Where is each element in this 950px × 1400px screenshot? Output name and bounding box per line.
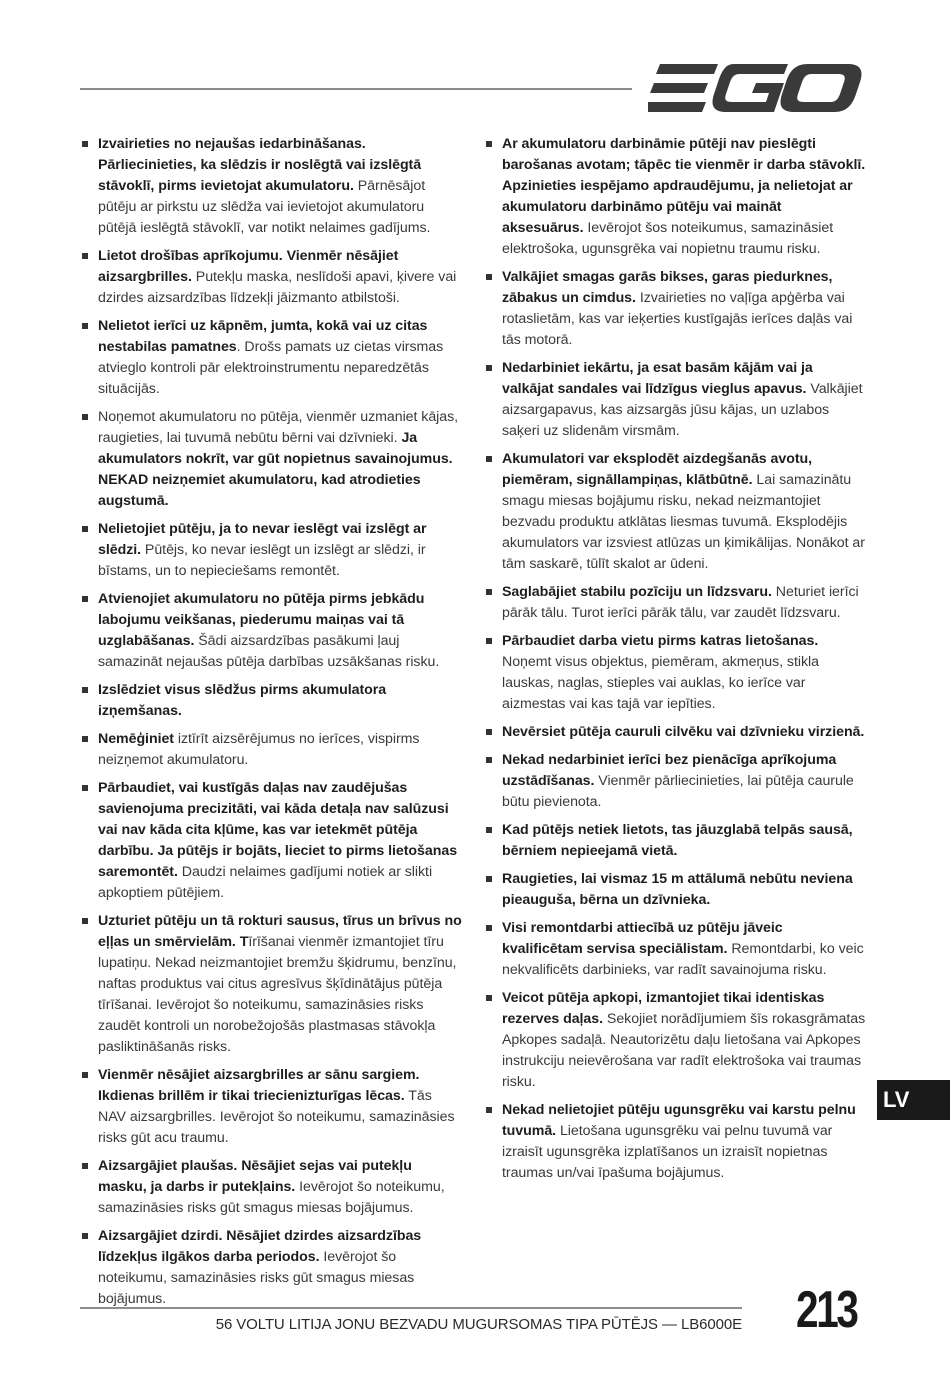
bullet-bold-text: Ar akumulatoru darbināmie pūtēji nav pieslēgti barošanas avotam; tāpēc tie vienmēr ir darba stāvoklī. Apzinieties iespējamo apdraudējumu, ja nelietojat ar akumulatoru darbināmo pūtēju vai maināt aksesuārus. (502, 136, 866, 236)
bullet-square-icon (486, 876, 492, 882)
safety-bullet-item (80, 778, 462, 904)
right-column (484, 134, 866, 1191)
bullet-bold-text: Nedarbiniet iekārtu, ja esat basām kājām vai ja valkājat sandales vai līdzīgus vieglus apavus. (502, 360, 813, 397)
bullet-square-icon (82, 785, 88, 791)
safety-bullet-item (80, 316, 462, 400)
safety-bullet-item (80, 246, 462, 309)
bullet-square-icon (486, 995, 492, 1001)
bullet-body-text: īrīšanai vienmēr izmantojiet tīru lupatiņu. Nekad neizmantojiet bremžu šķidrumu, benzīnu, naftas produktus vai citus agresīvus šķīdinātājus pūtēja tīrīšanai. Ievērojot šo noteikumu, samazināsies risks zaudēt kontroli un norobežojošās plastmasas stāvokļa pasliktināšanās risks. (98, 934, 457, 1055)
bullet-bold-text: Nekad nelietojiet pūtēju ugunsgrēku vai karstu pelnu tuvumā. (502, 1102, 856, 1139)
bullet-bold-text: Nelietot ierīci uz kāpnēm, jumta, kokā vai uz citas nestabilas pamatnes (98, 318, 428, 355)
safety-bullet-item (80, 1226, 462, 1310)
bullet-square-icon (486, 456, 492, 462)
safety-bullet-item (484, 134, 866, 260)
safety-bullet-item (484, 988, 866, 1093)
safety-bullet-item (484, 267, 866, 351)
bullet-body-text: Vienmēr pārliecinieties, lai pūtēja caurule būtu pievienota. (502, 773, 854, 810)
bullet-bold-text: Raugieties, lai vismaz 15 m attālumā nebūtu neviena pieauguša, bērna un dzīvnieka. (502, 871, 853, 908)
bullet-body-text: Tās NAV aizsargbrilles. Ievērojot šo noteikumu, samazināsies risks gūt acu traumu. (98, 1088, 455, 1146)
bullet-square-icon (486, 638, 492, 644)
bullet-body-text: Valkājiet aizsargapavus, kas aizsargās jūsu kājas, un uzlabos saķeri uz slidenām virsmām. (502, 381, 863, 439)
bullet-square-icon (82, 596, 88, 602)
bullet-body-text: iztīrīt aizsērējumus no ierīces, vispirms neizņemot akumulatoru. (98, 731, 420, 768)
bullet-body-text: Izvairieties no vaļīga apģērba vai rotaslietām, kas var ieķerties kustīgajās ierīces daļās vai tās motorā. (502, 290, 853, 348)
bullet-bold-text: Aizsargājiet dzirdi. Nēsājiet dzirdes aizsardzības līdzekļus ilgākos darba periodos. (98, 1228, 422, 1265)
bullet-square-icon (486, 1107, 492, 1113)
bullet-bold-text: Uzturiet pūtēju un tā rokturi sausus, tīrus un brīvus no eļļas un smērvielām. T (98, 913, 462, 950)
bullet-square-icon (486, 827, 492, 833)
bullet-body-text: Pūtējs, ko nevar ieslēgt un izslēgt ar slēdzi, ir bīstams, un to nepieciešams remontēt. (98, 542, 426, 579)
bullet-bold-text: Izslēdziet visus slēdžus pirms akumulatora izņemšanas. (98, 682, 387, 719)
safety-bullet-item (484, 869, 866, 911)
bullet-square-icon (82, 141, 88, 147)
bullet-bold-text: Saglabājiet stabilu pozīciju un līdzsvaru. (502, 584, 772, 600)
bullet-bold-text: Vienmēr nēsājiet aizsargbrilles ar sānu sargiem. Ikdienas brillēm ir tikai triecienizturīgas lēcas. (98, 1067, 420, 1104)
bullet-square-icon (486, 141, 492, 147)
bullet-body-text: Pārnēsājot pūtēju ar pirkstu uz slēdža vai ievietojot akumulatoru pūtējā ieslēgtā stāvoklī, var notikt nelaimes gadījums. (98, 178, 431, 236)
bullet-bold-text: Nevērsiet pūtēja cauruli cilvēku vai dzīvnieku virzienā. (502, 724, 865, 740)
page-number: 213 (796, 1281, 857, 1339)
safety-bullet-item (484, 918, 866, 981)
safety-bullet-item (484, 820, 866, 862)
ego-logo (648, 62, 862, 114)
bullet-body-text: Remontdarbi, ko veic nekvalificēts darbinieks, var radīt savainojuma risku. (502, 941, 864, 978)
safety-bullet-item (484, 631, 866, 715)
bullet-bold-text: Pārbaudiet, vai kustīgās daļas nav zaudējušas savienojuma precizitāti, vai kāda detaļa nav salūzusi vai nav kāda cita kļūme, kas var ietekmēt pūtēja darbību. Ja pūtējs ir bojāts, lieciet to pirms lietošanas saremontēt. (98, 780, 458, 880)
bullet-square-icon (82, 687, 88, 693)
safety-bullet-item (484, 750, 866, 813)
bullet-square-icon (486, 925, 492, 931)
bullet-body-text: Šādi aizsardzības pasākumi ļauj samazināt nejaušas pūtēja darbības uzsākšanas risku. (98, 633, 440, 670)
bullet-bold-text: Nekad nedarbiniet ierīci bez pienācīga aprīkojuma uzstādīšanas. (502, 752, 837, 789)
bullet-body-text: Lai samazinātu smagu miesas bojājumu risku, nekad neizmantojiet bezvadu produktu atklātas liesmas tuvumā. Eksplodējis akumulators var izsviest atlūzas un ķimikālijas. Nonākot ar tām saskarē, tūlīt skalot ar ūdeni. (502, 472, 865, 572)
header-rule (80, 88, 632, 90)
bullet-square-icon (486, 757, 492, 763)
bullet-square-icon (82, 526, 88, 532)
bullet-square-icon (82, 414, 88, 420)
bullet-bold-text: Izvairieties no nejaušas iedarbināšanas. Pārliecinieties, ka slēdzis ir noslēgtā vai izslēgtā stāvoklī, pirms ievietojat akumulatoru. (98, 136, 422, 194)
bullet-bold-text: Valkājiet smagas garās bikses, garas piedurknes, zābakus un cimdus. (502, 269, 833, 306)
language-tab: LV (877, 1080, 950, 1120)
safety-bullet-item (80, 911, 462, 1058)
footer-rule (80, 1307, 742, 1309)
bullet-body-text: . Drošs pamats uz cietas virsmas atvieglo kontroli pār elektroinstrumentu neparedzētās situācijās. (98, 339, 444, 397)
left-column (80, 134, 462, 1317)
safety-bullet-item (80, 1065, 462, 1149)
safety-bullet-item (80, 729, 462, 771)
bullet-body-text: Noņemot akumulatoru no pūtēja, vienmēr uzmaniet kājas, raugieties, lai tuvumā nebūtu bērni vai dzīvnieki. (98, 409, 459, 446)
bullet-bold-text: Veicot pūtēja apkopi, izmantojiet tikai identiskas rezerves daļas. (502, 990, 825, 1027)
bullet-bold-text: Lietot drošības aprīkojumu. Vienmēr nēsājiet aizsargbrilles. (98, 248, 399, 285)
bullet-body-text: Ievērojot šos noteikumus, samazināsiet elektrošoka, ugunsgrēka vai nopietnu traumu risku. (502, 220, 834, 257)
bullet-square-icon (82, 323, 88, 329)
bullet-bold-text: Nelietojiet pūtēju, ja to nevar ieslēgt vai izslēgt ar slēdzi. (98, 521, 427, 558)
bullet-square-icon (82, 253, 88, 259)
bullet-square-icon (486, 589, 492, 595)
safety-bullet-item (484, 722, 866, 743)
bullet-square-icon (82, 918, 88, 924)
bullet-square-icon (82, 1233, 88, 1239)
safety-bullet-item (484, 1100, 866, 1184)
safety-bullet-item (80, 680, 462, 722)
bullet-square-icon (82, 736, 88, 742)
bullet-body-text: Putekļu maska, neslīdoši apavi, ķivere vai dzirdes aizsardzības līdzekļi jāizmanto atbilstoši. (98, 269, 457, 306)
bullet-bold-text: Nemēģiniet (98, 731, 174, 747)
bullet-square-icon (82, 1072, 88, 1078)
bullet-body-text: Sekojiet norādījumiem šīs rokasgrāmatas Apkopes sadaļā. Neautorizētu daļu lietošana vai Apkopes instrukciju neievērošana var radīt elektrošoka vai traumas risku. (502, 1011, 866, 1090)
bullet-body-text: Noņemt visus objektus, piemēram, akmeņus, stikla lauskas, naglas, stieples vai auklas, ko ierīce var aizmestas vai kas tajā var iepīties. (502, 654, 819, 712)
safety-bullet-item (80, 134, 462, 239)
bullet-square-icon (82, 1163, 88, 1169)
bullet-bold-text: Aizsargājiet plaušas. Nēsājiet sejas vai putekļu masku, ja darbs ir putekļains. (98, 1158, 412, 1195)
safety-bullet-item (80, 1156, 462, 1219)
safety-bullet-item (80, 407, 462, 512)
bullet-bold-text: Pārbaudiet darba vietu pirms katras lietošanas. (502, 633, 819, 649)
bullet-bold-text: Visi remontdarbi attiecībā uz pūtēju jāveic kvalificētam servisa speciālistam. (502, 920, 783, 957)
safety-bullet-item (484, 582, 866, 624)
bullet-bold-text: Ja akumulators nokrīt, var gūt nopietnus savainojumus. NEKAD neizņemiet akumulatoru, kad atrodieties augstumā. (98, 430, 453, 509)
bullet-body-text: Ievērojot šo noteikumu, samazināsies risks gūt smagus miesas bojājumus. (98, 1249, 415, 1307)
bullet-bold-text: Atvienojiet akumulatoru no pūtēja pirms jebkādu labojumu veikšanas, piederumu maiņas vai tā uzglabāšanas. (98, 591, 425, 649)
bullet-body-text: Neturiet ierīci pārāk tālu. Turot ierīci pārāk tālu, var zaudēt līdzsvaru. (502, 584, 859, 621)
safety-bullet-item (80, 589, 462, 673)
safety-bullet-item (484, 358, 866, 442)
bullet-bold-text: Akumulatori var eksplodēt aizdegšanās avotu, piemēram, signāllampiņas, klātbūtnē. (502, 451, 813, 488)
safety-bullet-item (80, 519, 462, 582)
bullet-square-icon (486, 729, 492, 735)
bullet-bold-text: Kad pūtējs netiek lietots, tas jāuzglabā telpās sausā, bērniem nepieejamā vietā. (502, 822, 853, 859)
bullet-square-icon (486, 274, 492, 280)
bullet-body-text: Daudzi nelaimes gadījumi notiek ar slikti apkoptiem pūtējiem. (98, 864, 433, 901)
footer-title: 56 VOLTU LITIJA JONU BEZVADU MUGURSOMAS TIPA PŪTĒJS — LB6000E (215, 1316, 742, 1333)
safety-bullet-item (484, 449, 866, 575)
bullet-body-text: Lietošana ugunsgrēku vai pelnu tuvumā var izraisīt ugunsgrēka izplatīšanos un izraisīt nopietnas traumas un/vai īpašuma bojājumus. (502, 1123, 833, 1181)
bullet-body-text: Ievērojot šo noteikumu, samazināsies risks gūt smagus miesas bojājumus. (98, 1179, 445, 1216)
bullet-square-icon (486, 365, 492, 371)
